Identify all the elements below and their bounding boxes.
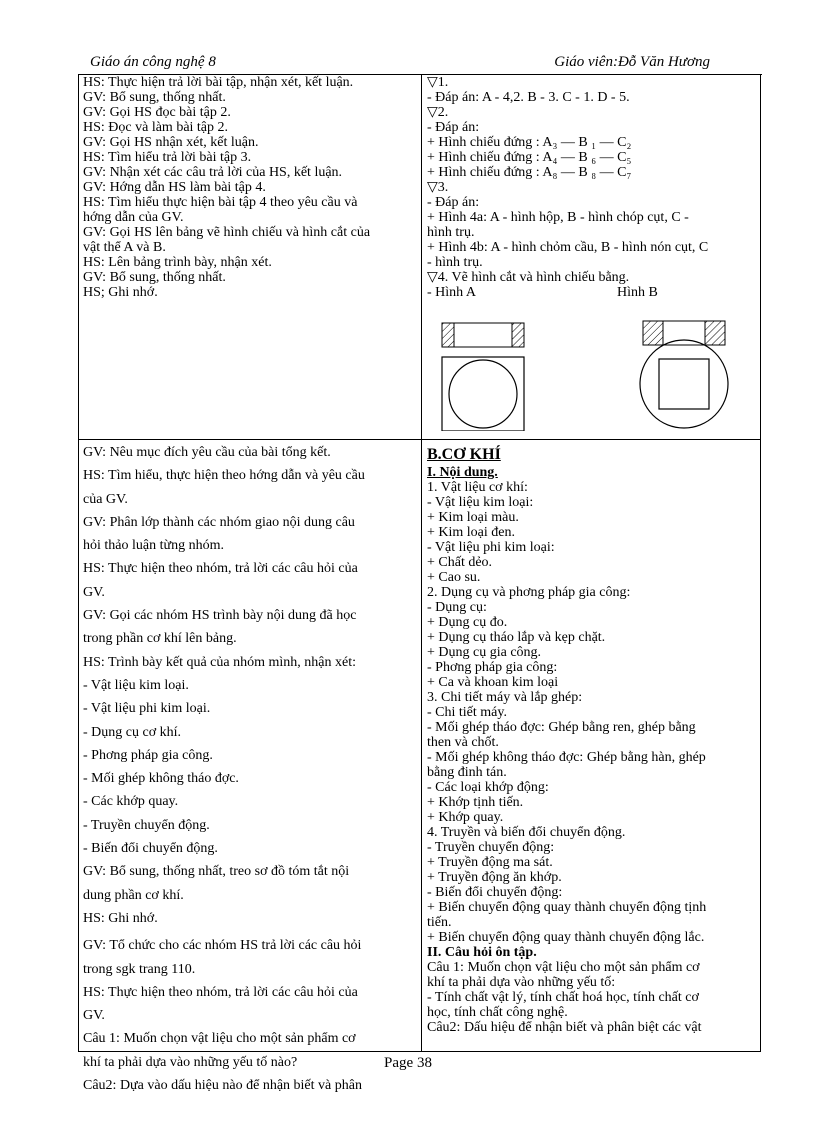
text-line: - Truyền chuyển động: xyxy=(427,840,555,855)
text-line: HS: Tìm hiểu trả lời bài tập 3. xyxy=(83,150,252,165)
text-line: tiến. xyxy=(427,915,452,930)
text-line: học, tính chất công nghệ. xyxy=(427,1005,568,1020)
text-line: dung phần cơ khí. xyxy=(83,887,184,903)
text-line: 4. Truyền và biến đổi chuyển động. xyxy=(427,825,626,840)
text-line: - Vật liệu phi kim loại. xyxy=(83,701,211,717)
text-line: của GV. xyxy=(83,491,128,507)
text-line: 3. Chi tiết máy và lắp ghép: xyxy=(427,690,583,705)
text-line: HS: Đọc và làm bài tập 2. xyxy=(83,120,229,135)
text-line: - Đáp án: xyxy=(427,195,480,210)
text-line: GV: Phân lớp thành các nhóm giao nội dung câu xyxy=(83,514,355,530)
text-line: ▽2. xyxy=(427,105,449,120)
text-line: - Phơng pháp gia công. xyxy=(83,747,213,763)
text-line: HS: Lên bảng trình bày, nhận xét. xyxy=(83,255,272,270)
text-line: + Truyền động ma sát. xyxy=(427,855,553,870)
text-line: GV: Bổ sung, thống nhất. xyxy=(83,90,226,105)
text-line: - Dụng cụ: xyxy=(427,600,487,615)
text-line: - Chi tiết máy. xyxy=(427,705,507,720)
text-line: GV: Gọi HS lên bảng vẽ hình chiếu và hình cắt của xyxy=(83,225,371,240)
text-line: - Mối ghép không tháo đợc: Ghép bằng hàn, ghép xyxy=(427,750,706,765)
text-line: - Truyền chuyển động. xyxy=(83,817,210,833)
figure-b-section xyxy=(643,321,725,345)
text-line: GV. xyxy=(83,584,105,600)
figure-labels xyxy=(427,285,759,300)
header-teacher: Giáo viên:Đỗ Văn Hương xyxy=(554,54,710,70)
text-line: - Dụng cụ cơ khí. xyxy=(83,724,181,740)
text-line: hỏi thảo luận từng nhóm. xyxy=(83,538,224,554)
text-line: 2. Dụng cụ và phơng pháp gia công: xyxy=(427,585,631,600)
row-divider xyxy=(79,439,760,440)
figure-label-a: - Hình A xyxy=(427,285,476,300)
text-line: trong sgk trang 110. xyxy=(83,961,196,977)
text-line: Câu 1: Muốn chọn vật liệu cho một sản phẩm cơ xyxy=(83,1031,356,1047)
text-line: + Khớp tịnh tiến. xyxy=(427,795,524,810)
figure-a-section xyxy=(442,323,524,347)
text-line: ▽1. xyxy=(427,75,449,90)
text-line: + Chất dẻo. xyxy=(427,555,493,570)
text-line: + Kim loại màu. xyxy=(427,510,519,525)
text-line: GV: Gọi các nhóm HS trình bày nội dung đã học xyxy=(83,608,357,624)
text-line: HS: Ghi nhớ. xyxy=(83,910,158,926)
text-line: trong phần cơ khí lên bảng. xyxy=(83,631,237,647)
text-line: + Hình chiếu đứng : A₄ — B ₆ — C₅ xyxy=(427,150,632,165)
text-line: hình trụ. xyxy=(427,225,475,240)
text-line: - Các khớp quay. xyxy=(83,794,179,810)
bottom-right-cell xyxy=(427,445,759,1035)
text-line: + Hình chiếu đứng : A₈ — B ₈ — C₇ xyxy=(427,165,632,180)
text-line: GV: Hớng dẫn HS làm bài tập 4. xyxy=(83,180,266,195)
text-line: - Các loại khớp động: xyxy=(427,780,549,795)
text-line: Câu2: Dựa vào dấu hiệu nào để nhận biết và phân xyxy=(83,1078,362,1094)
text-line: GV: Tổ chức cho các nhóm HS trả lời các câu hỏi xyxy=(83,938,362,954)
text-line: GV. xyxy=(83,1008,105,1024)
text-line: + Dụng cụ đo. xyxy=(427,615,508,630)
text-line: - Đáp án: xyxy=(427,120,480,135)
text-line: - Vật liệu kim loại. xyxy=(83,677,189,693)
text-line: - hình trụ. xyxy=(427,255,483,270)
text-line: GV: Bổ sung, thống nhất. xyxy=(83,270,226,285)
text-line: GV: Nhận xét các câu trả lời của HS, kết luận. xyxy=(83,165,343,180)
column-divider xyxy=(421,75,422,1051)
text-line: + Cao su. xyxy=(427,570,481,585)
text-line: - Mối ghép tháo đợc: Ghép bằng ren, ghép bằng xyxy=(427,720,696,735)
text-line: then và chốt. xyxy=(427,735,499,750)
text-line: + Khớp quay. xyxy=(427,810,504,825)
text-line: Câu2: Dấu hiệu để nhận biết và phân biệt các vật xyxy=(427,1020,702,1035)
section-drawings xyxy=(427,311,757,431)
text-line: + Biến chuyển động quay thành chuyển động tịnh xyxy=(427,900,707,915)
section-ii-title: II. Câu hỏi ôn tập. xyxy=(427,945,537,960)
text-line: HS: Thực hiện trả lời bài tập, nhận xét, kết luận. xyxy=(83,75,354,90)
text-line: bằng đinh tán. xyxy=(427,765,507,780)
text-line: khí ta phải dựa vào những yếu tố: xyxy=(427,975,616,990)
text-line: HS: Tìm hiểu thực hiện bài tập 4 theo yêu cầu và xyxy=(83,195,358,210)
text-line: - Mối ghép không tháo đợc. xyxy=(83,771,239,787)
text-line: - Đáp án: A - 4,2. B - 3. C - 1. D - 5. xyxy=(427,90,630,105)
figure-b-top-view xyxy=(640,340,728,428)
text-line: + Ca và khoan kim loại xyxy=(427,675,559,690)
text-line: + Kim loại đen. xyxy=(427,525,515,540)
section-i-title: I. Nội dung. xyxy=(427,465,498,480)
header-subject: Giáo án công nghệ 8 xyxy=(90,54,216,70)
text-line: + Hình chiếu đứng : A₃ — B ₁ — C₂ xyxy=(427,135,632,150)
text-line: + Dụng cụ tháo lắp và kẹp chặt. xyxy=(427,630,606,645)
text-line: - Vật liệu phi kim loại: xyxy=(427,540,555,555)
page-header xyxy=(78,52,762,75)
text-line: HS: Tìm hiểu, thực hiện theo hớng dẫn và yêu cầu xyxy=(83,468,365,484)
text-line: - Vật liệu kim loại: xyxy=(427,495,534,510)
figure-a-top-view xyxy=(442,357,524,431)
text-line: Câu 1: Muốn chọn vật liệu cho một sản phẩm cơ xyxy=(427,960,700,975)
bottom-left-cell xyxy=(83,441,417,1097)
text-line: + Biến chuyển động quay thành chuyển động lắc. xyxy=(427,930,705,945)
text-line: - Biến đổi chuyển động: xyxy=(427,885,563,900)
text-line: HS: Trình bày kết quả của nhóm mình, nhận xét: xyxy=(83,654,356,670)
text-line: - Phơng pháp gia công: xyxy=(427,660,558,675)
bottom-left-questions xyxy=(83,934,417,1097)
section-b-title: B.CƠ KHÍ xyxy=(427,446,501,463)
text-line: HS; Ghi nhớ. xyxy=(83,285,158,300)
text-line: + Dụng cụ gia công. xyxy=(427,645,542,660)
text-line: + Hình 4a: A - hình hộp, B - hình chóp cụt, C - xyxy=(427,210,689,225)
text-line: - Tính chất vật lý, tính chất hoá học, tính chất cơ xyxy=(427,990,699,1005)
text-line: + Truyền động ăn khớp. xyxy=(427,870,562,885)
text-line: 1. Vật liệu cơ khí: xyxy=(427,480,528,495)
text-line: khí ta phải dựa vào những yếu tố nào? xyxy=(83,1054,298,1070)
page-number: Page 38 xyxy=(384,1055,432,1071)
top-right-cell xyxy=(427,75,759,300)
text-line: - Biến đổi chuyển động. xyxy=(83,841,218,857)
figure-label-b: Hình B xyxy=(617,285,658,300)
text-line: + Hình 4b: A - hình chỏm cầu, B - hình nón cụt, C xyxy=(427,240,709,255)
text-line: vật thể A và B. xyxy=(83,240,166,255)
text-line: GV: Gọi HS nhận xét, kết luận. xyxy=(83,135,259,150)
text-line: ▽3. xyxy=(427,180,449,195)
top-left-cell xyxy=(83,75,417,300)
text-line: HS: Thực hiện theo nhóm, trả lời các câu hỏi của xyxy=(83,984,358,1000)
text-line: GV: Gọi HS đọc bài tập 2. xyxy=(83,105,231,120)
text-line: HS: Thực hiện theo nhóm, trả lời các câu hỏi của xyxy=(83,561,358,577)
text-line: GV: Nêu mục đích yêu cầu của bài tổng kết. xyxy=(83,445,331,460)
text-line: ▽4. Vẽ hình cắt và hình chiếu bằng. xyxy=(427,270,630,285)
text-line: GV: Bổ sung, thống nhất, treo sơ đồ tóm tắt nội xyxy=(83,864,350,880)
text-line: hớng dẫn của GV. xyxy=(83,210,184,225)
